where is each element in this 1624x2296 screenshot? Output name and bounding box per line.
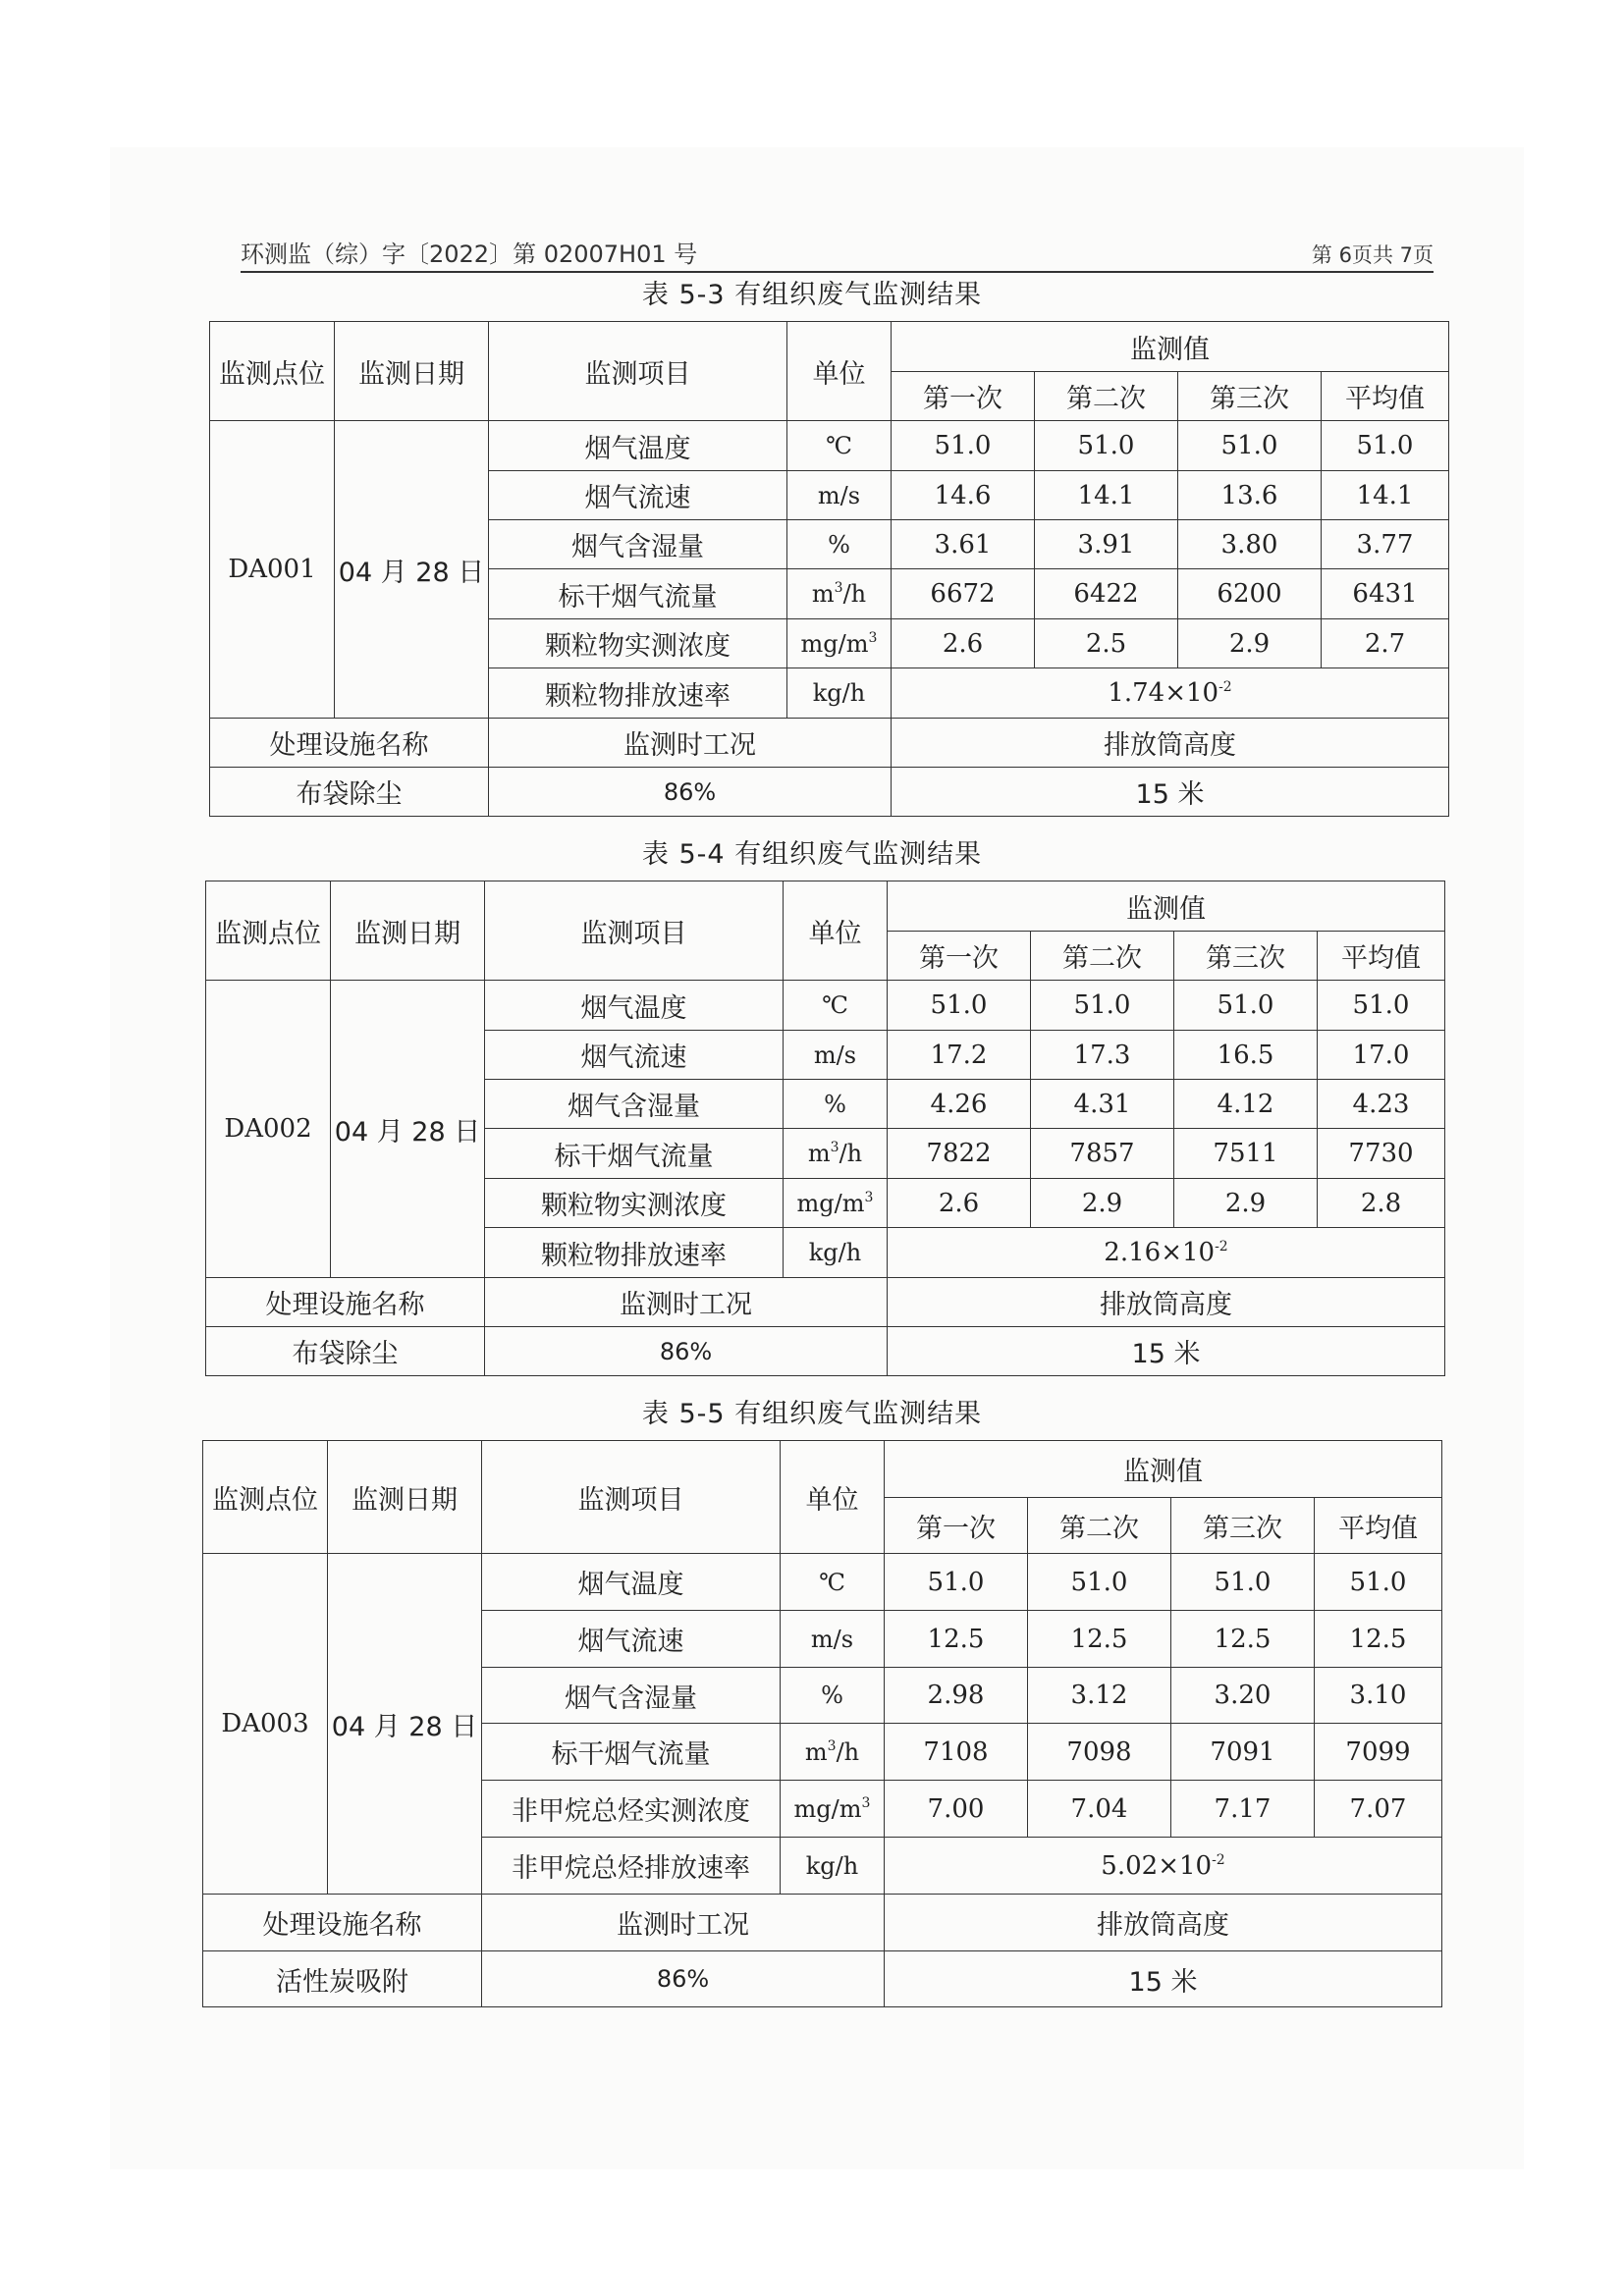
value-run2: 12.5	[1028, 1611, 1171, 1668]
rate-item-name: 非甲烷总烃排放速率	[482, 1838, 781, 1895]
stack-height: 15 米	[892, 768, 1449, 817]
value-average: 7730	[1318, 1129, 1445, 1179]
monitoring-date: 04 月 28 日	[331, 981, 485, 1278]
value-run3: 3.20	[1171, 1668, 1315, 1724]
rate-item-name: 颗粒物排放速率	[485, 1228, 784, 1278]
unit-base: m	[811, 580, 835, 608]
item-name: 烟气含湿量	[485, 1080, 784, 1129]
document-number: 环测监（综）字〔2022〕第 02007H01 号	[241, 240, 698, 268]
results-table-da003	[202, 1440, 1442, 2007]
item-name: 烟气含湿量	[482, 1668, 781, 1724]
value-run2: 4.31	[1031, 1080, 1174, 1129]
value-run2: 7857	[1031, 1129, 1174, 1179]
header-point: 监测点位	[210, 322, 335, 421]
value-run2: 51.0	[1028, 1554, 1171, 1611]
footer-condition-label: 监测时工况	[489, 719, 892, 768]
operating-condition: 86%	[489, 768, 892, 817]
unit-cell: m/s	[784, 1031, 888, 1080]
unit-superscript: 3	[834, 580, 843, 596]
header-value-group: 监测值	[888, 881, 1445, 932]
value-run3: 51.0	[1171, 1554, 1315, 1611]
header-run3: 第三次	[1178, 372, 1322, 421]
monitoring-point: DA001	[210, 421, 335, 719]
rate-unit: kg/h	[787, 668, 892, 719]
page-header	[241, 236, 1434, 273]
footer-stack-label: 排放筒高度	[892, 719, 1449, 768]
item-name: 标干烟气流量	[482, 1724, 781, 1781]
unit-cell: %	[787, 520, 892, 569]
value-run1: 51.0	[888, 981, 1031, 1031]
operating-condition: 86%	[482, 1951, 885, 2007]
value-run3: 16.5	[1174, 1031, 1318, 1080]
header-run3: 第三次	[1174, 932, 1318, 981]
value-run2: 6422	[1035, 569, 1178, 619]
stack-height: 15 米	[888, 1327, 1445, 1376]
unit-base: mg/m	[800, 629, 869, 658]
unit-base: m	[804, 1737, 828, 1766]
unit-cell	[781, 1724, 885, 1781]
header-date: 监测日期	[328, 1441, 482, 1554]
header-run1: 第一次	[892, 372, 1035, 421]
value-run1: 7108	[885, 1724, 1028, 1781]
value-run3: 51.0	[1178, 421, 1322, 471]
value-run1: 12.5	[885, 1611, 1028, 1668]
value-average: 17.0	[1318, 1031, 1445, 1080]
value-run3: 7.17	[1171, 1781, 1315, 1838]
item-name: 颗粒物实测浓度	[489, 619, 787, 668]
value-average: 12.5	[1315, 1611, 1442, 1668]
footer-condition-label: 监测时工况	[482, 1895, 885, 1951]
value-average: 7099	[1315, 1724, 1442, 1781]
value-run2: 7.04	[1028, 1781, 1171, 1838]
header-item: 监测项目	[482, 1441, 781, 1554]
value-run1: 6672	[892, 569, 1035, 619]
header-date: 监测日期	[335, 322, 489, 421]
value-average: 51.0	[1322, 421, 1449, 471]
unit-cell	[784, 1129, 888, 1179]
value-run3: 51.0	[1174, 981, 1318, 1031]
header-value-group: 监测值	[892, 322, 1449, 372]
unit-base: mg/m	[796, 1189, 865, 1217]
value-average: 51.0	[1315, 1554, 1442, 1611]
treatment-facility: 布袋除尘	[206, 1327, 485, 1376]
rate-mantissa: 1.74×10	[1108, 678, 1219, 708]
footer-stack-label: 排放筒高度	[888, 1278, 1445, 1327]
rate-mantissa: 5.02×10	[1101, 1850, 1213, 1881]
unit-tail: /h	[842, 580, 867, 608]
item-name: 烟气流速	[485, 1031, 784, 1080]
value-run2: 2.9	[1031, 1179, 1174, 1228]
unit-cell	[781, 1781, 885, 1838]
header-run2: 第二次	[1028, 1498, 1171, 1554]
value-average: 14.1	[1322, 471, 1449, 520]
value-run2: 51.0	[1035, 421, 1178, 471]
emission-rate-value	[888, 1228, 1445, 1278]
header-unit: 单位	[784, 881, 888, 981]
unit-base: mg/m	[793, 1794, 862, 1823]
value-run3: 7511	[1174, 1129, 1318, 1179]
header-unit: 单位	[781, 1441, 885, 1554]
value-run3: 7091	[1171, 1724, 1315, 1781]
value-run1: 51.0	[892, 421, 1035, 471]
header-run1: 第一次	[885, 1498, 1028, 1554]
value-run1: 51.0	[885, 1554, 1028, 1611]
table-caption: 表 5-3 有组织废气监测结果	[641, 280, 983, 310]
footer-facility-label: 处理设施名称	[203, 1895, 482, 1951]
treatment-facility: 活性炭吸附	[203, 1951, 482, 2007]
unit-superscript: 3	[868, 629, 878, 646]
value-average: 4.23	[1318, 1080, 1445, 1129]
value-run2: 51.0	[1031, 981, 1174, 1031]
value-average: 3.10	[1315, 1668, 1442, 1724]
operating-condition: 86%	[485, 1327, 888, 1376]
unit-cell: ℃	[784, 981, 888, 1031]
header-run1: 第一次	[888, 932, 1031, 981]
item-name: 烟气温度	[489, 421, 787, 471]
item-name: 烟气流速	[489, 471, 787, 520]
header-average: 平均值	[1322, 372, 1449, 421]
unit-tail: /h	[839, 1140, 863, 1167]
header-value-group: 监测值	[885, 1441, 1442, 1498]
item-name: 烟气流速	[482, 1611, 781, 1668]
unit-cell: m/s	[787, 471, 892, 520]
unit-cell: ℃	[787, 421, 892, 471]
value-run1: 14.6	[892, 471, 1035, 520]
value-run3: 3.80	[1178, 520, 1322, 569]
item-name: 标干烟气流量	[489, 569, 787, 619]
value-average: 2.7	[1322, 619, 1449, 668]
value-run1: 4.26	[888, 1080, 1031, 1129]
value-run2: 3.91	[1035, 520, 1178, 569]
monitoring-point: DA003	[203, 1554, 328, 1895]
monitoring-point: DA002	[206, 981, 331, 1278]
footer-stack-label: 排放筒高度	[885, 1895, 1442, 1951]
header-point: 监测点位	[203, 1441, 328, 1554]
value-run1: 17.2	[888, 1031, 1031, 1080]
unit-tail: /h	[836, 1737, 860, 1766]
rate-mantissa: 2.16×10	[1104, 1238, 1216, 1267]
header-run3: 第三次	[1171, 1498, 1315, 1554]
rate-unit: kg/h	[781, 1838, 885, 1895]
unit-superscript: 3	[827, 1737, 837, 1754]
header-run2: 第二次	[1031, 932, 1174, 981]
page-number: 第 6页共 7页	[1311, 243, 1434, 267]
value-run3: 4.12	[1174, 1080, 1318, 1129]
value-run2: 17.3	[1031, 1031, 1174, 1080]
unit-cell: m/s	[781, 1611, 885, 1668]
value-run1: 3.61	[892, 520, 1035, 569]
rate-exponent: -2	[1218, 679, 1232, 695]
value-average: 3.77	[1322, 520, 1449, 569]
item-name: 烟气温度	[485, 981, 784, 1031]
footer-facility-label: 处理设施名称	[210, 719, 489, 768]
value-average: 7.07	[1315, 1781, 1442, 1838]
unit-cell: %	[781, 1668, 885, 1724]
value-run1: 2.98	[885, 1668, 1028, 1724]
results-table-da001	[209, 321, 1449, 817]
unit-cell	[787, 569, 892, 619]
footer-facility-label: 处理设施名称	[206, 1278, 485, 1327]
header-unit: 单位	[787, 322, 892, 421]
monitoring-date: 04 月 28 日	[328, 1554, 482, 1895]
item-name: 颗粒物实测浓度	[485, 1179, 784, 1228]
value-run3: 2.9	[1178, 619, 1322, 668]
unit-superscript: 3	[864, 1189, 874, 1205]
item-name: 烟气含湿量	[489, 520, 787, 569]
value-run2: 7098	[1028, 1724, 1171, 1781]
header-run2: 第二次	[1035, 372, 1178, 421]
header-item: 监测项目	[489, 322, 787, 421]
value-run3: 2.9	[1174, 1179, 1318, 1228]
value-run1: 2.6	[892, 619, 1035, 668]
rate-exponent: -2	[1215, 1239, 1228, 1255]
value-run2: 14.1	[1035, 471, 1178, 520]
rate-item-name: 颗粒物排放速率	[489, 668, 787, 719]
value-run2: 3.12	[1028, 1668, 1171, 1724]
stack-height: 15 米	[885, 1951, 1442, 2007]
value-average: 6431	[1322, 569, 1449, 619]
value-run2: 2.5	[1035, 619, 1178, 668]
value-run3: 12.5	[1171, 1611, 1315, 1668]
table-caption: 表 5-4 有组织废气监测结果	[641, 839, 983, 870]
item-name: 烟气温度	[482, 1554, 781, 1611]
monitoring-date: 04 月 28 日	[335, 421, 489, 719]
unit-superscript: 3	[830, 1140, 839, 1155]
value-average: 2.8	[1318, 1179, 1445, 1228]
unit-cell	[787, 619, 892, 668]
header-item: 监测项目	[485, 881, 784, 981]
header-average: 平均值	[1315, 1498, 1442, 1554]
unit-cell: ℃	[781, 1554, 885, 1611]
unit-cell: %	[784, 1080, 888, 1129]
item-name: 非甲烷总烃实测浓度	[482, 1781, 781, 1838]
rate-exponent: -2	[1212, 1851, 1225, 1868]
item-name: 标干烟气流量	[485, 1129, 784, 1179]
header-average: 平均值	[1318, 932, 1445, 981]
footer-condition-label: 监测时工况	[485, 1278, 888, 1327]
results-table-da002	[205, 881, 1445, 1376]
unit-superscript: 3	[861, 1794, 871, 1811]
value-run1: 2.6	[888, 1179, 1031, 1228]
value-run1: 7.00	[885, 1781, 1028, 1838]
value-run3: 6200	[1178, 569, 1322, 619]
emission-rate-value	[892, 668, 1449, 719]
unit-base: m	[807, 1140, 831, 1167]
header-date: 监测日期	[331, 881, 485, 981]
value-run3: 13.6	[1178, 471, 1322, 520]
header-point: 监测点位	[206, 881, 331, 981]
treatment-facility: 布袋除尘	[210, 768, 489, 817]
unit-cell	[784, 1179, 888, 1228]
table-caption: 表 5-5 有组织废气监测结果	[641, 1399, 983, 1429]
rate-unit: kg/h	[784, 1228, 888, 1278]
value-average: 51.0	[1318, 981, 1445, 1031]
value-run1: 7822	[888, 1129, 1031, 1179]
emission-rate-value	[885, 1838, 1442, 1895]
